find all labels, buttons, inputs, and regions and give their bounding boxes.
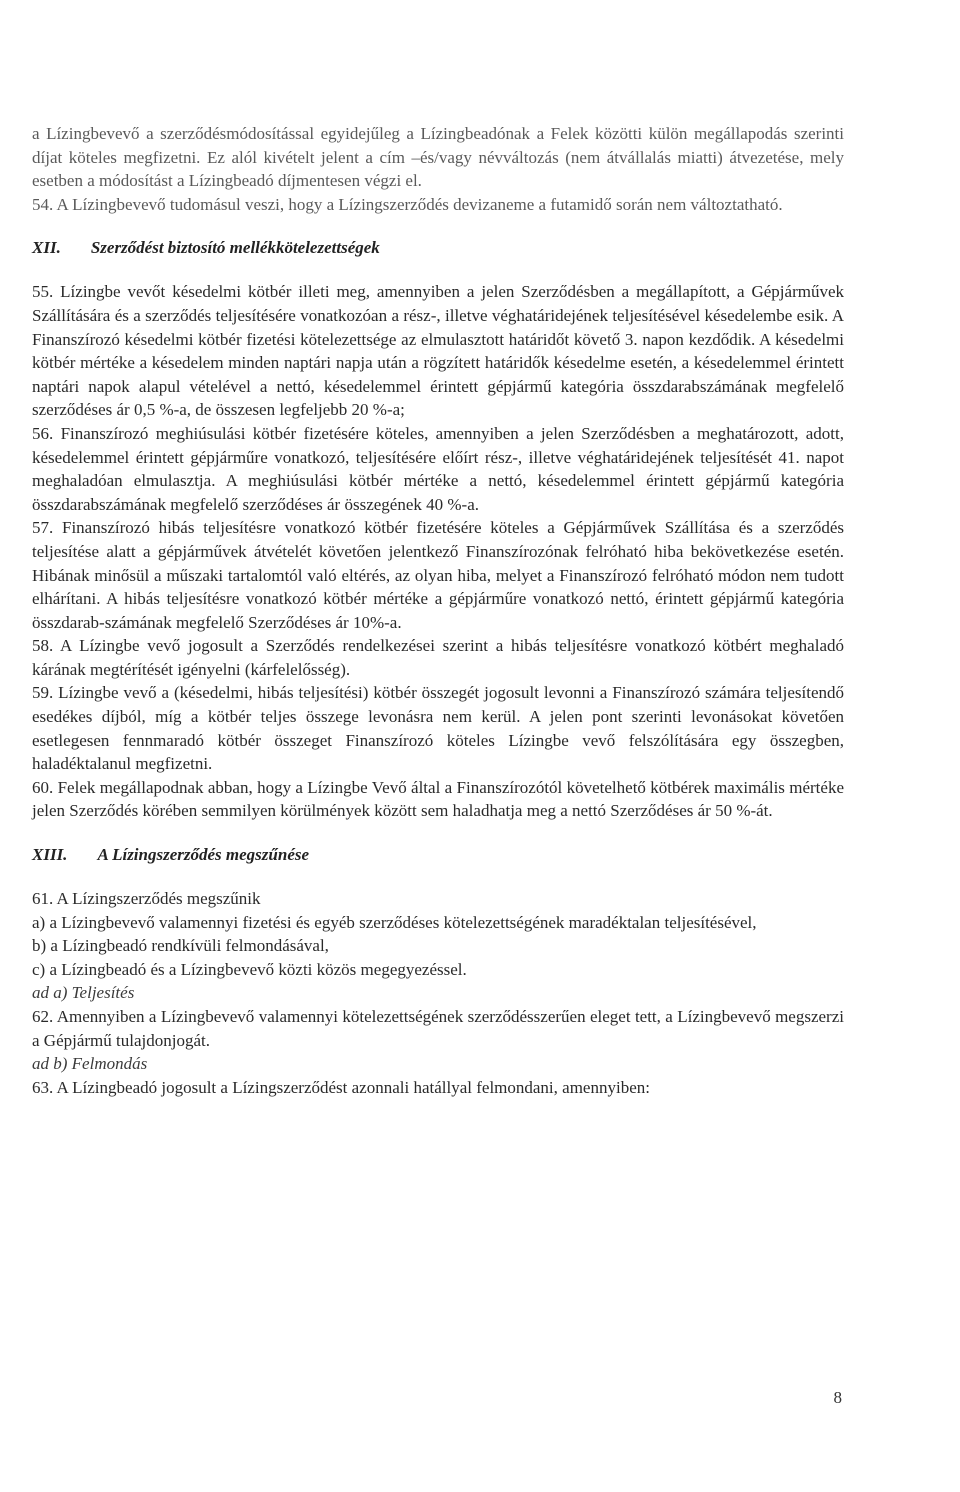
paragraph-53-continuation: a Lízingbevevő a szerződésmódosítással egyidejűleg a Lízingbeadónak a Felek közötti külön megállapodás szerinti díjat köteles megfizetni. Ez alól kivételt jelent a cím –és/vagy névváltozás (nem átvállalás miatti) átvezetése, mely esetben a módosítást a Lízingbeadó díjmentesen végzi el. (32, 124, 844, 191)
section-title: A Lízingszerződés megszűnése (97, 845, 310, 865)
paragraph-54: 54. A Lízingbevevő tudomásul veszi, hogy a Lízingszerződés devizaneme a futamidő során nem változtatható. (32, 194, 783, 214)
section-xii-heading (32, 238, 844, 258)
paragraph-55: 55. Lízingbe vevőt késedelmi kötbér illeti meg, amennyiben a jelen Szerződésben a megállapított, a Gépjárművek Szállítására és a szerződés teljesítésére vonatkozóan a rész-, illetve véghatáridejének teljesítésével késedelembe esik. A Finanszírozó késedelmi kötbér fizetési kötelezettsége az elmulasztott határidőt követő 3. napon kezdődik. A késedelmi kötbér mértéke a késedelem minden naptári napja után a rögzített határidők késedelme esetén, a késedelemmel érintett naptári napok alapul vételével a nettó, késedelemmel érintett gépjármű kategória összdarabszámának megfelelő szerződéses ár 0,5 %-a, de összesen legfeljebb 20 %-a; (32, 282, 844, 420)
subheading-ad-b: ad b) Felmondás (32, 1054, 148, 1074)
paragraph-59: 59. Lízingbe vevő a (késedelmi, hibás teljesítési) kötbér összegét jogosult levonni a Finanszírozó számára teljesítendő esedékes díjból, míg a kötbér teljes összege levonásra nem kerül. A jelen pont szerinti levonásokat követően esetlegesen fennmaradó kötbér összeget Finanszírozó köteles Lízingbe vevő felszólítására egy összegben, haladéktalanul megfizetni. (32, 683, 844, 774)
paragraph-61-a: a) a Lízingbevevő valamennyi fizetési és egyéb szerződéses kötelezettségének maradéktalan teljesítésével, (32, 912, 757, 932)
paragraph-61-c: c) a Lízingbeadó és a Lízingbevevő közti közös megegyezéssel. (32, 959, 467, 979)
paragraph-58: 58. A Lízingbe vevő jogosult a Szerződés rendelkezései szerint a hibás teljesítésre vonatkozó kötbért meghaladó kárának megtérítését igényelni (kárfelelősség). (32, 636, 844, 679)
subheading-ad-a: ad a) Teljesítés (32, 983, 135, 1003)
paragraph-62: 62. Amennyiben a Lízingbevevő valamennyi kötelezettségének szerződésszerűen eleget tett, a Lízingbevevő megszerzi a Gépjármű tulajdonjogát. (32, 1007, 844, 1050)
paragraph-63: 63. A Lízingbeadó jogosult a Lízingszerződést azonnali hatállyal felmondani, amennyiben: (32, 1077, 650, 1097)
section-title: Szerződést biztosító mellékkötelezettségek (90, 238, 380, 258)
document-page (32, 122, 844, 1099)
paragraph-57: 57. Finanszírozó hibás teljesítésre vonatkozó kötbér fizetésére köteles a Gépjárművek Szállítása és a szerződés teljesítése alatt a gépjárművek átvételét követően jelentkező Finanszírozónak felróható hiba bekövetkezése esetén. Hibának minősül a műszaki tartalomtól való eltérés, az olyan hiba, melyet a Finanszírozó felróható módon nem tudott elhárítani. A hibás teljesítésre vonatkozó kötbér mértéke a gépjárműre vonatkozó nettó, érintett gépjármű kategória összdarab-számának megfelelő Szerződéses ár 10%-a. (32, 518, 844, 632)
section-xiii-heading (32, 845, 844, 865)
paragraph-56: 56. Finanszírozó meghiúsulási kötbér fizetésére köteles, amennyiben a jelen Szerződésben a meghatározott, adott, késedelemmel érintett gépjárműre vonatkozó, teljesítésére előírt rész-, illetve véghatáridejének teljesítését 41. napot meghaladóan elmulasztja. A meghiúsulási kötbér mértéke a nettó, késedelemmel érintett gépjármű kategória összdarabszámának megfelelő szerződéses ár összegének 40 %-a. (32, 423, 844, 514)
page-number: 8 (833, 1388, 842, 1407)
section-number: XII. (32, 238, 61, 258)
paragraph-60: 60. Felek megállapodnak abban, hogy a Lízingbe Vevő által a Finanszírozótól követelhető kötbérek maximális mértéke jelen Szerződés körében semmilyen körülmények között sem haladhatja meg a nettó Szerződéses ár 50 %-át. (32, 777, 844, 821)
paragraph-61: 61. A Lízingszerződés megszűnik (32, 889, 261, 909)
paragraph-61-b: b) a Lízingbeadó rendkívüli felmondásával, (32, 936, 329, 956)
section-number: XIII. (32, 845, 68, 865)
